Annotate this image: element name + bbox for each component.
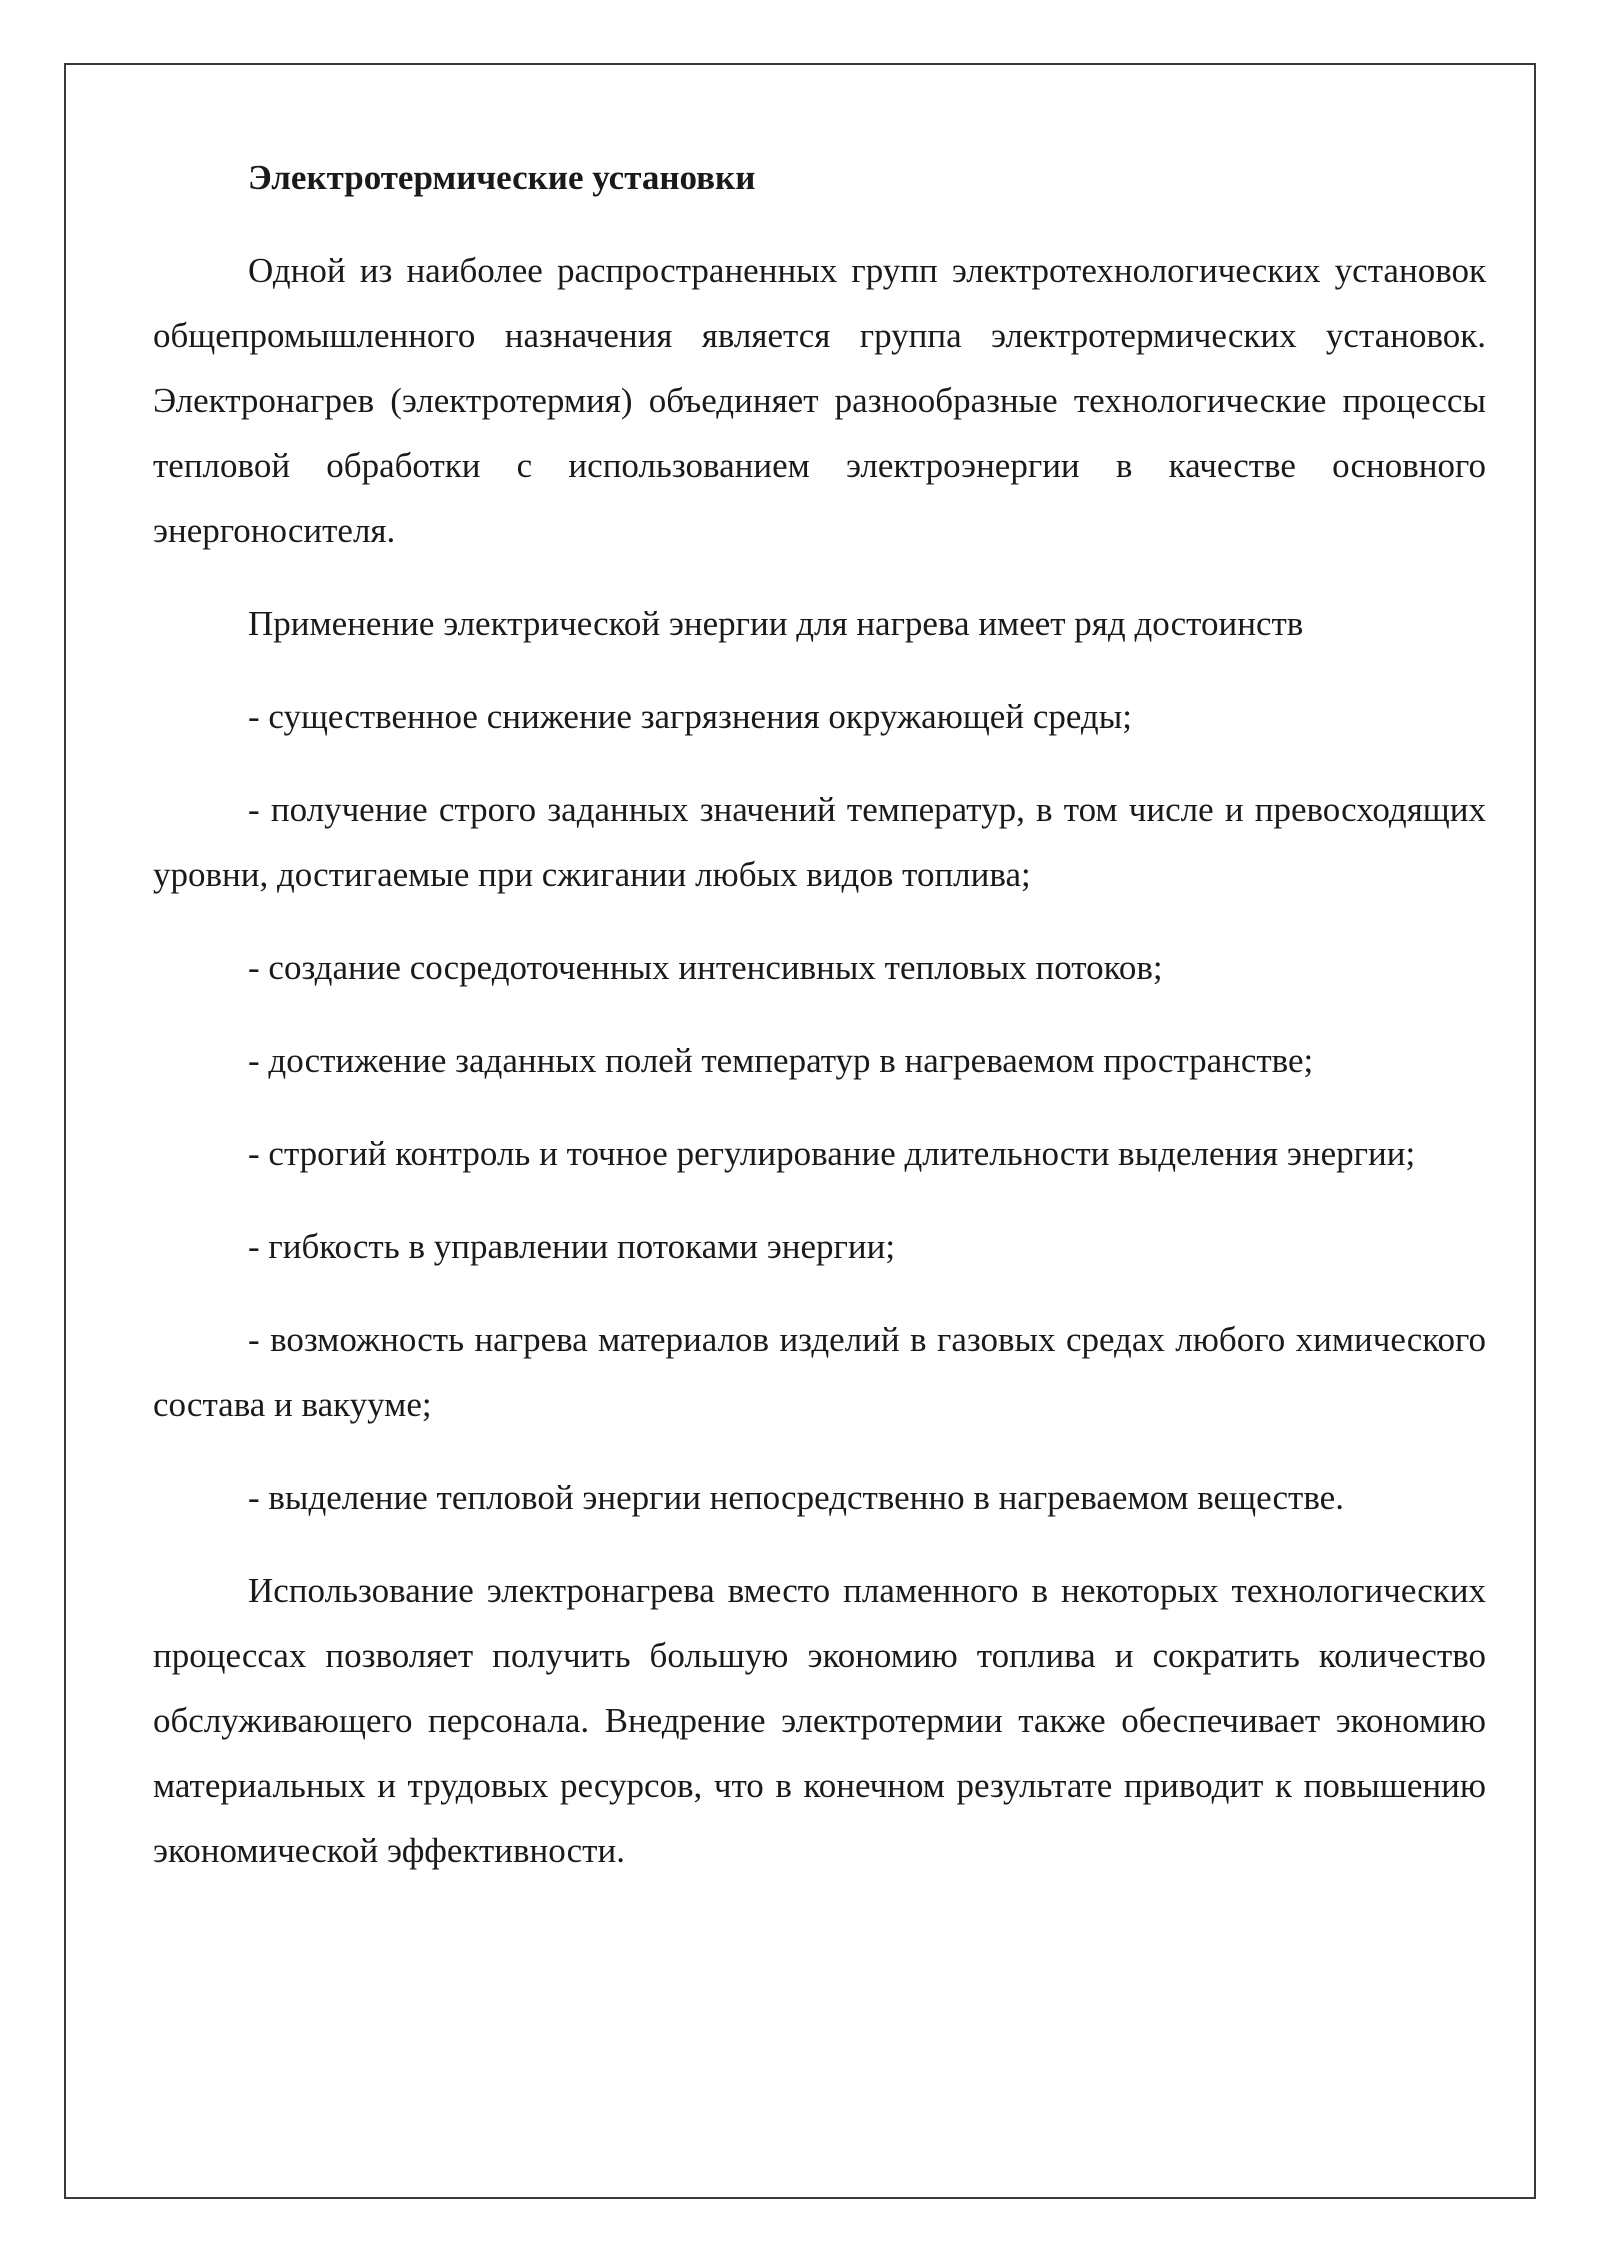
- list-item-heat-flows: - создание сосредоточенных интенсивных тепловых потоков;: [248, 948, 1163, 987]
- paragraph-intro: Одной из наиболее распространенных групп электротехнологических установок общепромышленного назначения является группа электротермических установок. Электронагрев (электротермия) объединяет разнообразные технологические процессы тепловой обработки с использованием электроэнергии в качестве основного энергоносителя.: [153, 251, 1486, 550]
- list-item-flexibility: - гибкость в управлении потоками энергии;: [248, 1227, 896, 1266]
- document-title: Электротермические установки: [248, 158, 756, 197]
- paragraph-advantages-lead: Применение электрической энергии для нагрева имеет ряд достоинств: [248, 604, 1304, 643]
- paragraph-conclusion: Использование электронагрева вместо пламенного в некоторых технологических процессах позволяет получить большую экономию топлива и сократить количество обслуживающего персонала. Внедрение электротермии также обеспечивает экономию материальных и трудовых ресурсов, что в конечном результате приводит к повышению экономической эффективности.: [153, 1571, 1486, 1870]
- list-item-gas-media: - возможность нагрева материалов изделий в газовых средах любого химического состава и вакууме;: [153, 1320, 1486, 1424]
- list-item-control: - строгий контроль и точное регулирование длительности выделения энергии;: [248, 1134, 1416, 1173]
- list-item-direct-heat: - выделение тепловой энергии непосредственно в нагреваемом веществе.: [248, 1478, 1344, 1517]
- list-item-temperatures: - получение строго заданных значений температур, в том числе и превосходящих уровни, достигаемые при сжигании любых видов топлива;: [153, 790, 1486, 894]
- document-body: [153, 145, 1486, 1883]
- list-item-temperature-fields: - достижение заданных полей температур в нагреваемом пространстве;: [248, 1041, 1314, 1080]
- list-item-pollution: - существенное снижение загрязнения окружающей среды;: [248, 697, 1132, 736]
